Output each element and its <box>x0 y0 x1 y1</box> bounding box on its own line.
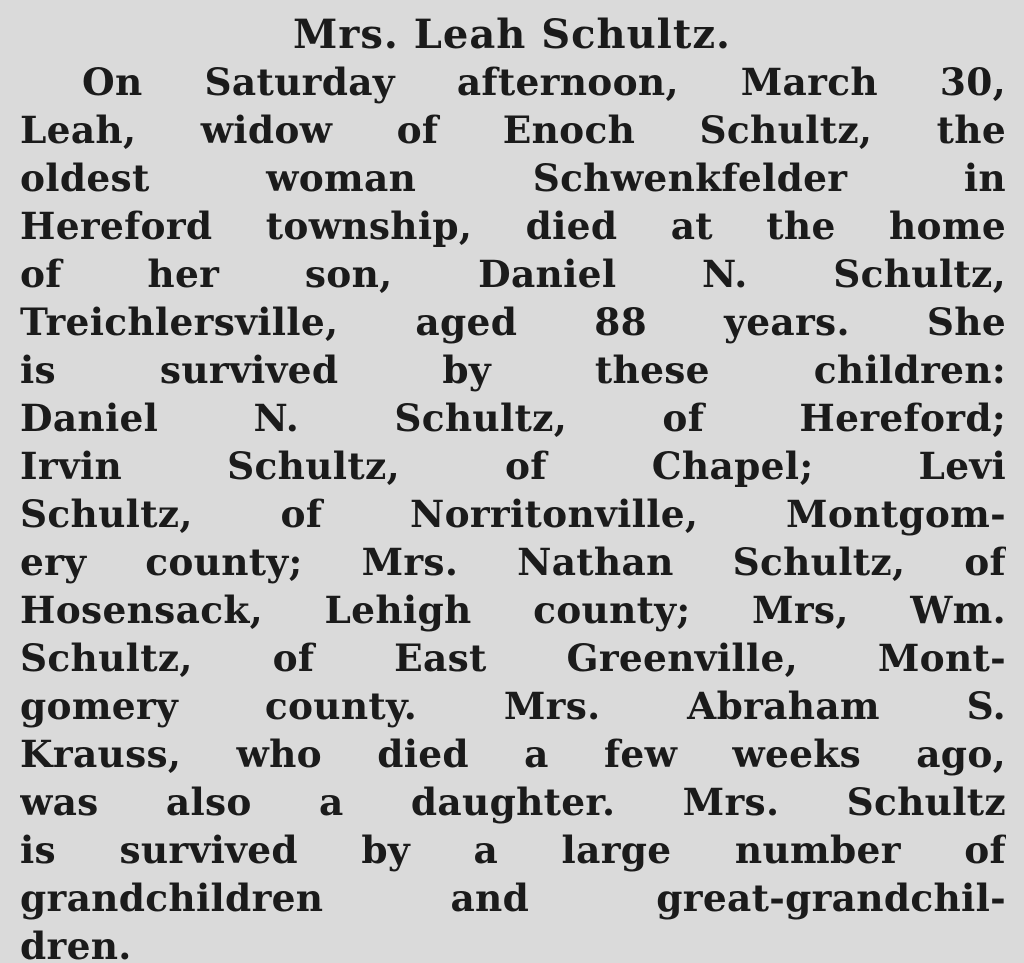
article-line: On Saturday afternoon, March 30, <box>82 60 1006 104</box>
article-body <box>20 58 1006 963</box>
article-line: oldest woman Schwenkfelder in <box>20 156 1006 200</box>
article-title: Mrs. Leah Schultz. <box>293 11 731 58</box>
article-line: ery county; Mrs. Nathan Schultz, of <box>20 540 1006 584</box>
article-line: Leah, widow of Enoch Schultz, the <box>20 108 1006 152</box>
article-line: grandchildren and great-grandchil- <box>20 876 1006 920</box>
article-line: Treichlersville, aged 88 years. She <box>20 300 1006 344</box>
article-line: dren. <box>20 924 132 963</box>
article-line: Hereford township, died at the home <box>20 204 1006 248</box>
article-line: gomery county. Mrs. Abraham S. <box>20 684 1006 728</box>
article-line: Hosensack, Lehigh county; Mrs, Wm. <box>20 588 1006 632</box>
article-line: of her son, Daniel N. Schultz, <box>20 252 1006 296</box>
article-line: Schultz, of East Greenville, Mont- <box>20 636 1006 680</box>
article-line: Krauss, who died a few weeks ago, <box>20 732 1006 776</box>
article-line: was also a daughter. Mrs. Schultz <box>20 780 1006 824</box>
article-line: is survived by a large number of <box>20 828 1006 872</box>
article-line: Irvin Schultz, of Chapel; Levi <box>20 444 1006 488</box>
article-line: is survived by these children: <box>20 348 1006 392</box>
article-line: Schultz, of Norritonville, Montgom- <box>20 492 1006 536</box>
article-line: Daniel N. Schultz, of Hereford; <box>20 396 1006 440</box>
